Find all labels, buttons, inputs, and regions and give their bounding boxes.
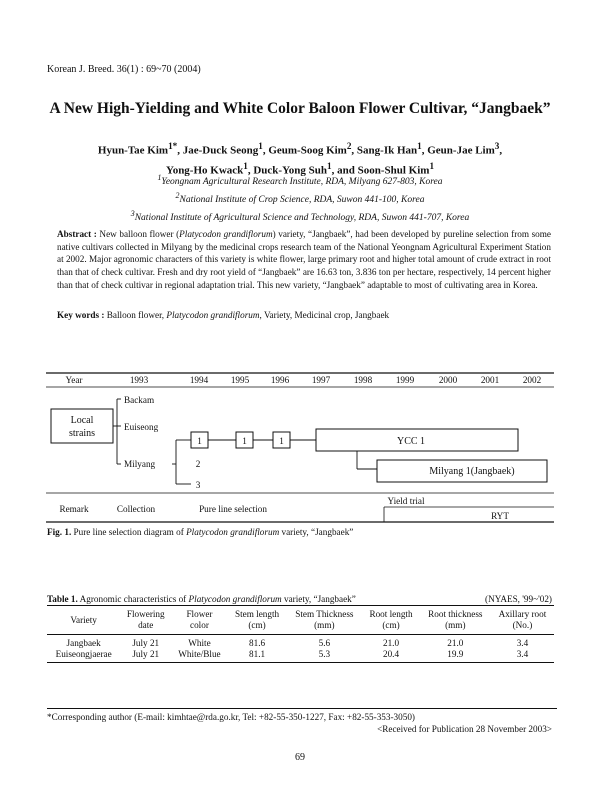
figure-caption: Fig. 1. Pure line selection diagram of Platycodon grandiflorum variety, “Jangbaek” [47, 527, 354, 537]
year-tick: 2001 [480, 375, 500, 385]
year-tick: 2000 [438, 375, 458, 385]
column-header: Flower color [171, 606, 228, 635]
affiliation-1: $^1$Yeongnam Agricultural Research Institute, RDA, Milyang 627-803, Korea [157, 173, 443, 188]
author-name: Geun-Jae Lim [427, 144, 495, 157]
author-name: Jae-Duck Seong [182, 144, 259, 157]
species-name: Platycodon grandiflorum [188, 594, 282, 604]
author-sep: , [262, 144, 269, 157]
agronomic-characteristics-table [47, 605, 554, 663]
line-label: 3 [195, 480, 201, 490]
year-axis-label: Year [65, 375, 83, 385]
selection-label: 1 [242, 436, 247, 446]
author-sep: , and [331, 164, 358, 177]
corresponding-author-note: *Corresponding author (E-mail: kimhtae@rda.go.kr, Tel: +82-55-350-1227, Fax: +82-55-353-3050) [47, 712, 415, 722]
author-sep: , [177, 144, 183, 157]
corresponding-star: * [172, 141, 178, 151]
pureline-label: Pure line selection [199, 504, 267, 514]
abstract-label: Abstract : [57, 229, 97, 239]
column-header: Stem length (cm) [228, 606, 287, 635]
species-name: Platycodon grandiflorum [186, 527, 280, 537]
ryt-label: RYT [491, 511, 509, 521]
author-affil-sup: 2 [346, 141, 352, 151]
year-tick: 1999 [395, 375, 415, 385]
line-label: 2 [195, 459, 201, 469]
author-affil-sup: 1 [417, 141, 422, 151]
table-cell: July 21 [132, 638, 160, 648]
column-header: Flowering date [120, 606, 171, 635]
author-name: Hyun-Tae Kim [97, 144, 169, 157]
year-tick: 1994 [189, 375, 209, 385]
column-header: Variety [47, 606, 120, 635]
local-strains-label: strains [68, 428, 96, 439]
collection-euiseong: Euiseong [124, 422, 159, 432]
author-sep: , [351, 144, 357, 157]
table-cell: 5.3 [286, 649, 362, 663]
keywords-label: Key words : [57, 310, 105, 320]
column-header: Stem Thickness (mm) [286, 606, 362, 635]
affiliation-3: $^3$National Institute of Agricultural Science and Technology, RDA, Suwon 441-707, Korea [130, 209, 470, 224]
ycc1-label: YCC 1 [396, 436, 426, 447]
author-name: Yong-Ho Kwack [165, 164, 244, 177]
table-cell: 81.1 [228, 649, 287, 663]
author-affil-sup: 1 [243, 160, 248, 171]
author-name: Duck-Yong Suh [253, 164, 328, 177]
abstract: Abstract : New balloon flower (Platycodon grandiflorum) variety, “Jangbaek”, had been developed by pureline selection from some native cultivars collected in Milyang by the medicinal crops research team of the National Yeongnam Agricultural Experiment Station at 2002. Major agronomic characters of this variety is white flower, large primary root and higher total amount of crude extract in root than that of check cultivar. Fresh and dry root yield of “Jangbaek” are 16.63 ton, 3.836 ton per hectare, respectively, 14 percent higher than that of check cultivar in regional adaptation trial. This new variety, “Jangbaek” adaptable to most of cultivating area in Korea. [57, 229, 551, 290]
author-sep: , [499, 144, 503, 157]
author-sep: , [421, 144, 428, 157]
table-cell: Jangbaek [66, 638, 101, 648]
author-sep: , [247, 164, 254, 177]
year-tick: 1993 [129, 375, 149, 385]
paper-title: A New High-Yielding and White Color Baloon Flower Cultivar, “Jangbaek” [49, 100, 551, 117]
species-name: Platycodon grandiflorum [179, 229, 273, 239]
table-cell: 21.0 [447, 638, 464, 648]
table-cell: White/Blue [171, 649, 228, 663]
table-cell: 3.4 [516, 638, 529, 648]
author-name: Geum-Soog Kim [268, 144, 347, 157]
table-cell: 81.6 [249, 638, 266, 648]
keywords: Key words : Balloon flower, Platycodon grandiflorum, Variety, Medicinal crop, Jangbaek [57, 310, 390, 320]
table-cell: White [188, 638, 211, 648]
selection-label: 1 [197, 436, 202, 446]
remark-label: Remark [59, 504, 89, 514]
affiliations [0, 171, 600, 225]
author-affil-sup: 1 [429, 160, 435, 171]
column-header: Root length (cm) [362, 606, 419, 635]
yield-trial-label: Yield trial [387, 496, 425, 506]
species-name: Platycodon grandiflorum [166, 310, 260, 320]
table-header-row [47, 606, 554, 635]
year-tick: 1995 [230, 375, 250, 385]
selection-label: 1 [279, 436, 284, 446]
pureline-selection-diagram [46, 368, 554, 530]
table-caption: Table 1. Agronomic characteristics of Platycodon grandiflorum variety, “Jangbaek” [47, 594, 356, 604]
author-affil-sup: 3 [494, 141, 500, 151]
table-row [47, 635, 554, 650]
journal-citation: Korean J. Breed. 36(1) : 69~70 (2004) [47, 64, 201, 75]
received-date: <Received for Publication 28 November 2003> [377, 724, 552, 734]
year-tick: 1996 [270, 375, 290, 385]
table-cell: 21.0 [382, 638, 400, 648]
column-header: Root thickness (mm) [420, 606, 491, 635]
table-cell: 5.6 [318, 638, 331, 648]
author-affil-sup: 1 [327, 160, 332, 171]
table-source: (NYAES, '99~'02) [485, 594, 552, 604]
collection-backam: Backam [124, 395, 155, 405]
author-affil-sup: 1 [258, 141, 263, 151]
author-affil-sup: 1 [168, 141, 173, 151]
local-strains-label: Local [70, 415, 94, 426]
column-header: Axillary root (No.) [491, 606, 554, 635]
page-number: 69 [295, 752, 305, 763]
year-tick: 2002 [522, 375, 542, 385]
collection-label: Collection [116, 504, 156, 514]
table-cell: 3.4 [491, 649, 554, 663]
year-tick: 1997 [311, 375, 331, 385]
collection-milyang: Milyang [124, 459, 156, 469]
author-line-1 [0, 139, 600, 159]
affiliation-2: $^2$National Institute of Crop Science, RDA, Suwon 441-100, Korea [175, 191, 425, 206]
table-cell: Euiseongjaerae [47, 649, 120, 663]
milyang1-label: Milyang 1(Jangbaek) [429, 466, 515, 477]
author-name: Soon-Shul Kim [357, 164, 430, 177]
table-row [47, 649, 554, 663]
table-cell: July 21 [120, 649, 171, 663]
year-tick: 1998 [353, 375, 373, 385]
author-name: Sang-Ik Han [356, 144, 418, 157]
table-cell: 20.4 [362, 649, 419, 663]
footnote-divider [47, 708, 557, 709]
table-cell: 19.9 [420, 649, 491, 663]
